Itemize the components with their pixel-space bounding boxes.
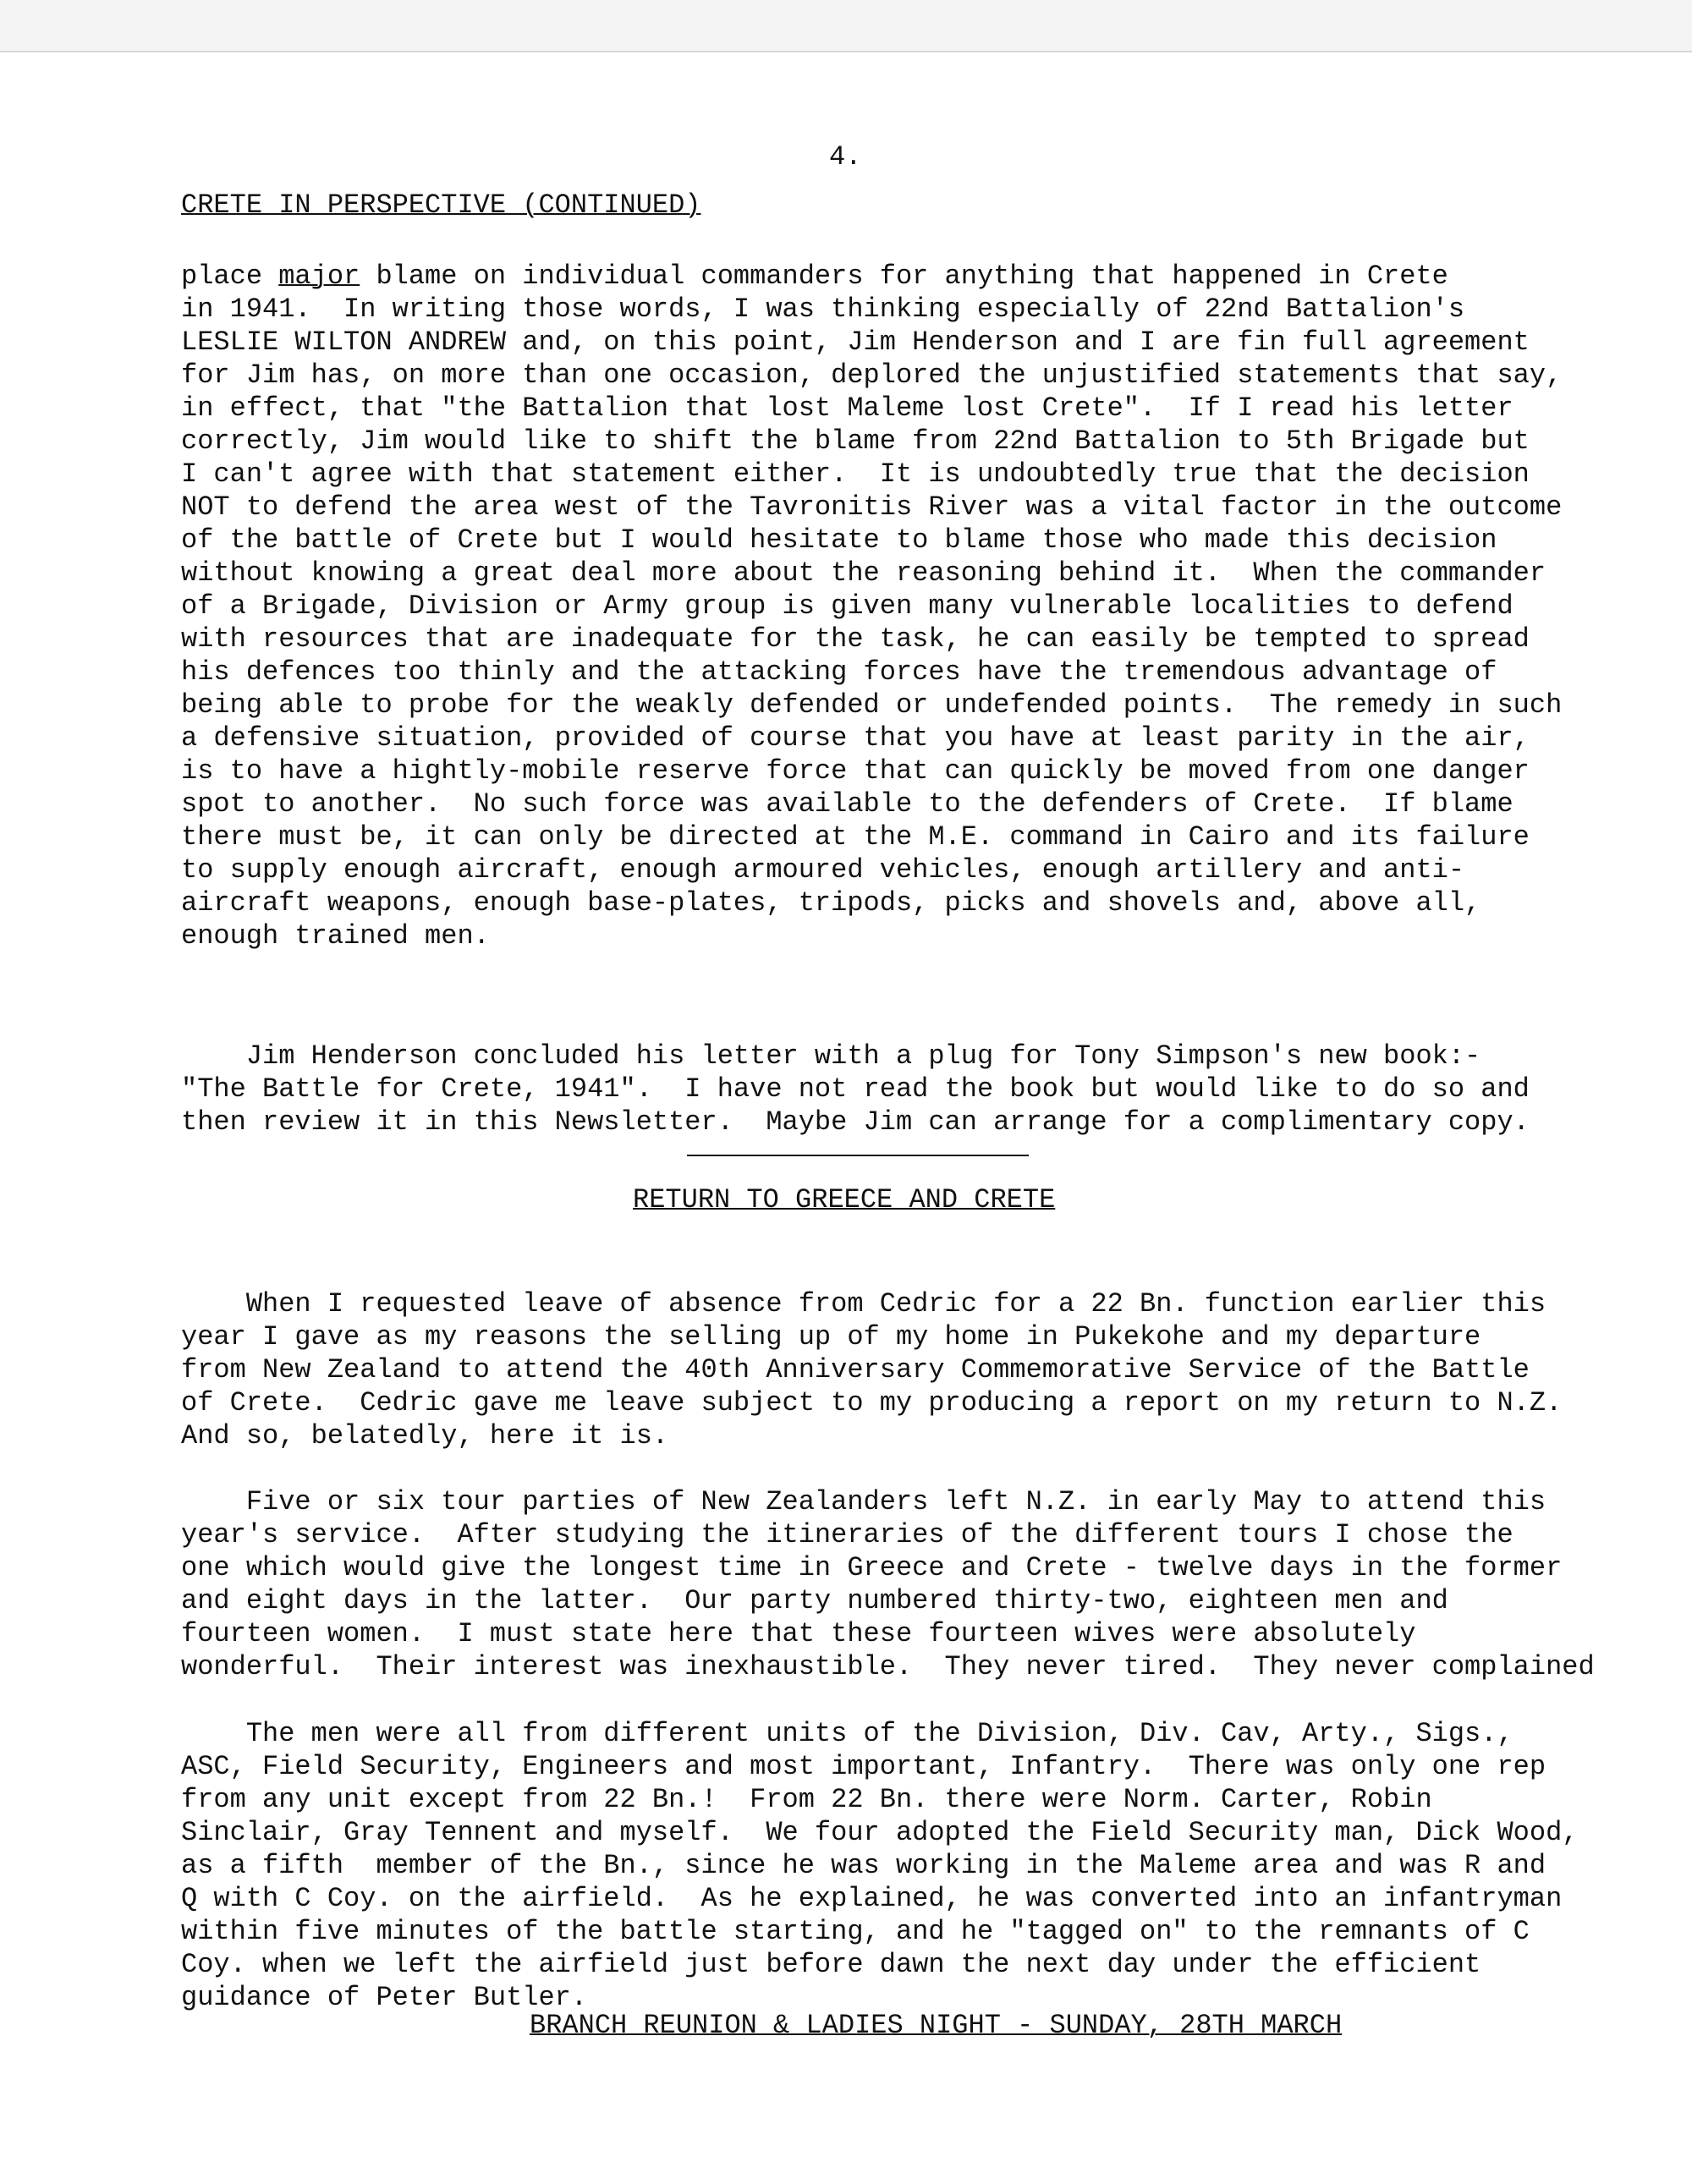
text-line: is to have a hightly-mobile reserve force that can quickly be moved from one danger <box>181 755 1530 787</box>
text-line: Sinclair, Gray Tennent and myself. We four adopted the Field Security man, Dick Wood, <box>181 1817 1579 1848</box>
text-line: "The Battle for Crete, 1941". I have not read the book but would like to do so and <box>181 1073 1530 1105</box>
text-line: as a fifth member of the Bn., since he was working in the Maleme area and was R and <box>181 1850 1546 1881</box>
text-line: of Crete. Cedric gave me leave subject to my producing a report on my return to N.Z. <box>181 1387 1563 1419</box>
text-line: spot to another. No such force was available to the defenders of Crete. If blame <box>181 788 1513 820</box>
text-line: aircraft weapons, enough base-plates, tripods, picks and shovels and, above all, <box>181 887 1481 919</box>
text-line: with resources that are inadequate for the task, he can easily be tempted to spread <box>181 623 1530 655</box>
page-number: 4. <box>829 141 862 173</box>
text-line: of the battle of Crete but I would hesitate to blame those who made this decision <box>181 524 1497 556</box>
text-line: being able to probe for the weakly defended or undefended points. The remedy in such <box>181 689 1563 721</box>
text-line: in effect, that "the Battalion that lost Maleme lost Crete". If I read his letter <box>181 392 1513 424</box>
emphasis-major: major <box>278 261 360 292</box>
text-line: for Jim has, on more than one occasion, deplored the unjustified statements that say, <box>181 359 1563 391</box>
section-heading-return: RETURN TO GREECE AND CRETE <box>633 1184 1056 1215</box>
text-line: then review it in this Newsletter. Maybe Jim can arrange for a complimentary copy. <box>181 1106 1530 1138</box>
text-line: NOT to defend the area west of the Tavronitis River was a vital factor in the outcome <box>181 491 1563 523</box>
paragraph-line: place major blame on individual commanders for anything that happened in Crete <box>181 261 1448 292</box>
text-line: And so, belatedly, here it is. <box>181 1420 669 1451</box>
text-line: his defences too thinly and the attacking forces have the tremendous advantage of <box>181 656 1497 688</box>
section-divider <box>687 1155 1029 1156</box>
text-line: The men were all from different units of the Division, Div. Cav, Arty., Sigs., <box>181 1718 1513 1749</box>
text-line: one which would give the longest time in Greece and Crete - twelve days in the former <box>181 1552 1563 1583</box>
text-line: correctly, Jim would like to shift the blame from 22nd Battalion to 5th Brigade but <box>181 425 1530 457</box>
text-line: a defensive situation, provided of course that you have at least parity in the air, <box>181 722 1530 754</box>
text-line: Q with C Coy. on the airfield. As he explained, he was converted into an infantryman <box>181 1883 1563 1914</box>
text-line: guidance of Peter Butler. <box>181 1982 588 2013</box>
text-line: within five minutes of the battle starting, and he "tagged on" to the remnants of C <box>181 1916 1530 1947</box>
text-line: Jim Henderson concluded his letter with a plug for Tony Simpson's new book:- <box>181 1040 1481 1072</box>
document-page <box>0 51 1692 2184</box>
text-line: and eight days in the latter. Our party numbered thirty-two, eighteen men and <box>181 1585 1448 1616</box>
text-line: Coy. when we left the airfield just before dawn the next day under the efficient <box>181 1949 1481 1980</box>
text-line: When I requested leave of absence from Cedric for a 22 Bn. function earlier this <box>181 1288 1546 1320</box>
text-line: fourteen women. I must state here that these fourteen wives were absolutely <box>181 1618 1416 1649</box>
text-line: enough trained men. <box>181 920 490 952</box>
text-line: there must be, it can only be directed at the M.E. command in Cairo and its failure <box>181 821 1530 853</box>
text-line: from any unit except from 22 Bn.! From 22 Bn. there were Norm. Carter, Robin <box>181 1784 1432 1815</box>
text-line: year's service. After studying the itineraries of the different tours I chose the <box>181 1519 1513 1550</box>
text-line: year I gave as my reasons the selling up of my home in Pukekohe and my departure <box>181 1321 1481 1353</box>
text-line: wonderful. Their interest was inexhaustible. They never tired. They never complained <box>181 1651 1595 1682</box>
text-line: LESLIE WILTON ANDREW and, on this point, Jim Henderson and I are fin full agreement <box>181 327 1530 358</box>
section-heading-crete: CRETE IN PERSPECTIVE (CONTINUED) <box>181 189 701 221</box>
text-line: I can't agree with that statement either. It is undoubtedly true that the decision <box>181 458 1530 490</box>
footer-heading: BRANCH REUNION & LADIES NIGHT - SUNDAY, 28TH MARCH <box>530 2010 1343 2041</box>
text-line: ASC, Field Security, Engineers and most important, Infantry. There was only one rep <box>181 1751 1546 1782</box>
text-line: from New Zealand to attend the 40th Anniversary Commemorative Service of the Battle <box>181 1354 1530 1386</box>
text-line: to supply enough aircraft, enough armoured vehicles, enough artillery and anti- <box>181 854 1465 886</box>
text-line: in 1941. In writing those words, I was thinking especially of 22nd Battalion's <box>181 294 1465 325</box>
text-line: of a Brigade, Division or Army group is given many vulnerable localities to defend <box>181 590 1513 622</box>
text-line: Five or six tour parties of New Zealanders left N.Z. in early May to attend this <box>181 1486 1546 1517</box>
text-line: without knowing a great deal more about the reasoning behind it. When the commander <box>181 557 1546 589</box>
